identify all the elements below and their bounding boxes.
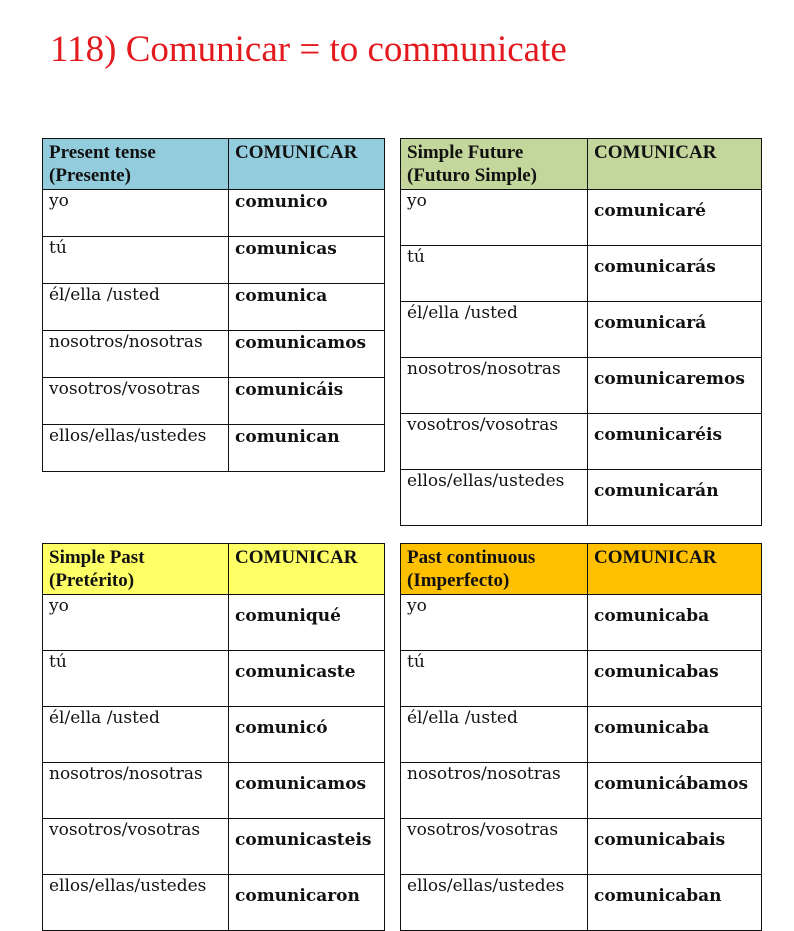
pronoun-cell: nosotros/nosotras <box>43 331 229 378</box>
pronoun-cell: vosotros/vosotras <box>43 378 229 425</box>
pronoun-cell: nosotros/nosotras <box>43 763 229 819</box>
verb-header: COMUNICAR <box>229 139 385 190</box>
table-row <box>43 237 385 284</box>
table-row <box>401 246 762 302</box>
pronoun-cell: vosotros/vosotras <box>401 414 588 470</box>
table-row <box>43 707 385 763</box>
table-row <box>43 331 385 378</box>
conjugation-cell: comunicarás <box>588 246 762 302</box>
pronoun-cell: él/ella /usted <box>43 707 229 763</box>
tense-header <box>401 544 588 595</box>
simple-past-table <box>42 543 385 931</box>
table-header-row <box>43 544 385 595</box>
tense-name-spanish: (Pretérito) <box>49 570 135 591</box>
table-row <box>401 302 762 358</box>
page-title: 118) Comunicar = to communicate <box>50 29 567 70</box>
table-row <box>401 763 762 819</box>
conjugation-cell: comunicarán <box>588 470 762 526</box>
conjugation-cell: comuniqué <box>229 595 385 651</box>
conjugation-cell: comunicabais <box>588 819 762 875</box>
tense-header <box>401 139 588 190</box>
pronoun-cell: ellos/ellas/ustedes <box>43 875 229 931</box>
conjugation-cell: comunicamos <box>229 763 385 819</box>
tense-name: Past continuous <box>407 547 536 568</box>
pronoun-cell: ellos/ellas/ustedes <box>401 470 588 526</box>
pronoun-cell: tú <box>401 651 588 707</box>
conjugation-cell: comunican <box>229 425 385 472</box>
verb-header: COMUNICAR <box>588 139 762 190</box>
past-continuous-table <box>400 543 762 931</box>
table-row <box>401 875 762 931</box>
pronoun-cell: yo <box>401 190 588 246</box>
conjugation-cell: comunicaremos <box>588 358 762 414</box>
table-row <box>401 595 762 651</box>
pronoun-cell: él/ella /usted <box>401 707 588 763</box>
table-row <box>401 358 762 414</box>
present-tense-table <box>42 138 385 472</box>
tense-name-spanish: (Presente) <box>49 165 131 186</box>
conjugation-cell: comunicas <box>229 237 385 284</box>
table-row <box>43 378 385 425</box>
tense-header <box>43 139 229 190</box>
conjugation-cell: comunicaba <box>588 707 762 763</box>
conjugation-cell: comunicaron <box>229 875 385 931</box>
conjugation-cell: comunico <box>229 190 385 237</box>
conjugation-cell: comunicaste <box>229 651 385 707</box>
tense-name-spanish: (Futuro Simple) <box>407 165 538 186</box>
conjugation-cell: comunicaréis <box>588 414 762 470</box>
table-row <box>401 651 762 707</box>
conjugation-cell: comunicamos <box>229 331 385 378</box>
pronoun-cell: nosotros/nosotras <box>401 358 588 414</box>
tense-header <box>43 544 229 595</box>
table-row <box>401 190 762 246</box>
conjugation-cell: comunicaban <box>588 875 762 931</box>
conjugation-cell: comunicabas <box>588 651 762 707</box>
pronoun-cell: nosotros/nosotras <box>401 763 588 819</box>
table-row <box>43 875 385 931</box>
conjugation-cell: comunicaré <box>588 190 762 246</box>
tense-name: Simple Past <box>49 547 145 568</box>
conjugation-cell: comunicábamos <box>588 763 762 819</box>
conjugation-cell: comunica <box>229 284 385 331</box>
simple-future-table <box>400 138 762 526</box>
verb-header: COMUNICAR <box>229 544 385 595</box>
tense-name: Present tense <box>49 142 156 163</box>
conjugation-cell: comunicaba <box>588 595 762 651</box>
pronoun-cell: tú <box>43 651 229 707</box>
table-row <box>43 284 385 331</box>
pronoun-cell: yo <box>43 190 229 237</box>
conjugation-cell: comunicará <box>588 302 762 358</box>
pronoun-cell: tú <box>43 237 229 284</box>
table-row <box>401 414 762 470</box>
table-header-row <box>43 139 385 190</box>
conjugation-cell: comunicasteis <box>229 819 385 875</box>
table-row <box>43 651 385 707</box>
table-row <box>43 425 385 472</box>
table-row <box>43 190 385 237</box>
table-row <box>43 763 385 819</box>
table-row <box>43 595 385 651</box>
pronoun-cell: él/ella /usted <box>401 302 588 358</box>
table-row <box>401 819 762 875</box>
pronoun-cell: vosotros/vosotras <box>43 819 229 875</box>
pronoun-cell: él/ella /usted <box>43 284 229 331</box>
pronoun-cell: vosotros/vosotras <box>401 819 588 875</box>
table-header-row <box>401 544 762 595</box>
conjugation-cell: comunicó <box>229 707 385 763</box>
table-row <box>43 819 385 875</box>
conjugation-cell: comunicáis <box>229 378 385 425</box>
tense-name-spanish: (Imperfecto) <box>407 570 510 591</box>
pronoun-cell: ellos/ellas/ustedes <box>43 425 229 472</box>
table-row <box>401 707 762 763</box>
verb-header: COMUNICAR <box>588 544 762 595</box>
pronoun-cell: yo <box>401 595 588 651</box>
table-header-row <box>401 139 762 190</box>
table-row <box>401 470 762 526</box>
pronoun-cell: tú <box>401 246 588 302</box>
tense-name: Simple Future <box>407 142 524 163</box>
pronoun-cell: yo <box>43 595 229 651</box>
pronoun-cell: ellos/ellas/ustedes <box>401 875 588 931</box>
